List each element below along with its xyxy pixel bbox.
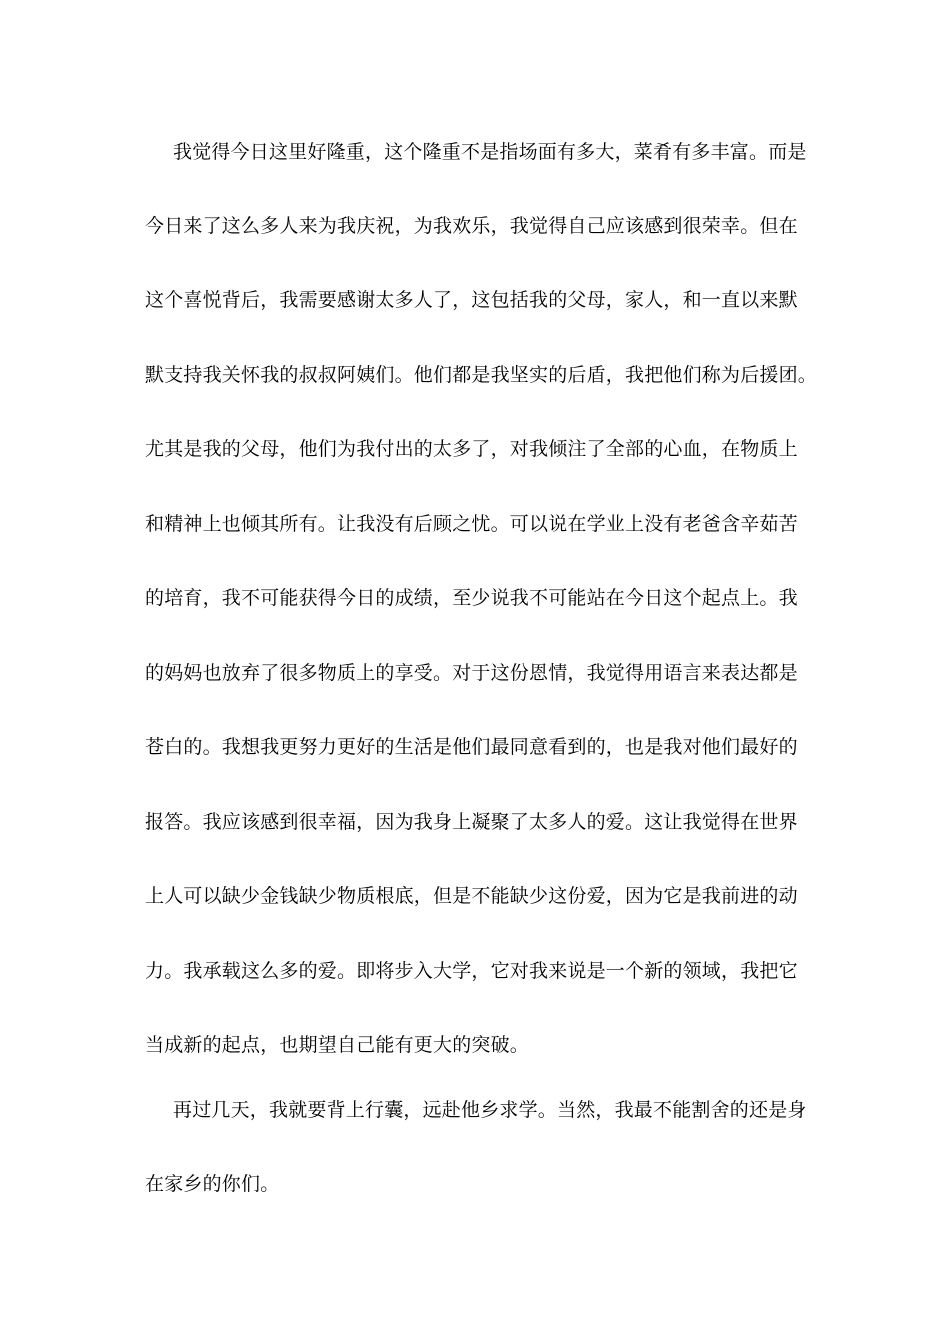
- text-line: 报答。我应该感到很幸福，因为我身上凝聚了太多人的爱。这让我觉得在世界: [145, 811, 798, 833]
- text-line: 这个喜悦背后，我需要感谢太多人了，这包括我的父母，家人，和一直以来默: [145, 289, 798, 311]
- text-line: 我觉得今日这里好隆重，这个隆重不是指场面有多大，菜肴有多丰富。而是: [173, 141, 807, 163]
- text-line: 和精神上也倾其所有。让我没有后顾之忧。可以说在学业上没有老爸含辛茹苦: [145, 513, 798, 535]
- text-line: 在家乡的你们。: [145, 1173, 280, 1195]
- text-line: 再过几天，我就要背上行囊，远赴他乡求学。当然，我最不能割舍的还是身: [173, 1099, 807, 1121]
- text-line: 今日来了这么多人来为我庆祝，为我欢乐，我觉得自己应该感到很荣幸。但在: [145, 215, 798, 237]
- text-line: 尤其是我的父母，他们为我付出的太多了，对我倾注了全部的心血，在物质上: [145, 438, 798, 460]
- text-line: 上人可以缺少金钱缺少物质根底，但是不能缺少这份爱，因为它是我前进的动: [145, 885, 798, 907]
- text-line: 默支持我关怀我的叔叔阿姨们。他们都是我坚实的后盾，我把他们称为后援团。: [145, 364, 818, 386]
- text-line: 苍白的。我想我更努力更好的生活是他们最同意看到的，也是我对他们最好的: [145, 736, 798, 758]
- text-line: 力。我承载这么多的爱。即将步入大学，它对我来说是一个新的领域，我把它: [145, 960, 798, 982]
- text-line: 当成新的起点，也期望自己能有更大的突破。: [145, 1034, 530, 1056]
- text-line: 的培育，我不可能获得今日的成绩，至少说我不可能站在今日这个起点上。我: [145, 587, 798, 609]
- text-line: 的妈妈也放弃了很多物质上的享受。对于这份恩情，我觉得用语言来表达都是: [145, 662, 798, 684]
